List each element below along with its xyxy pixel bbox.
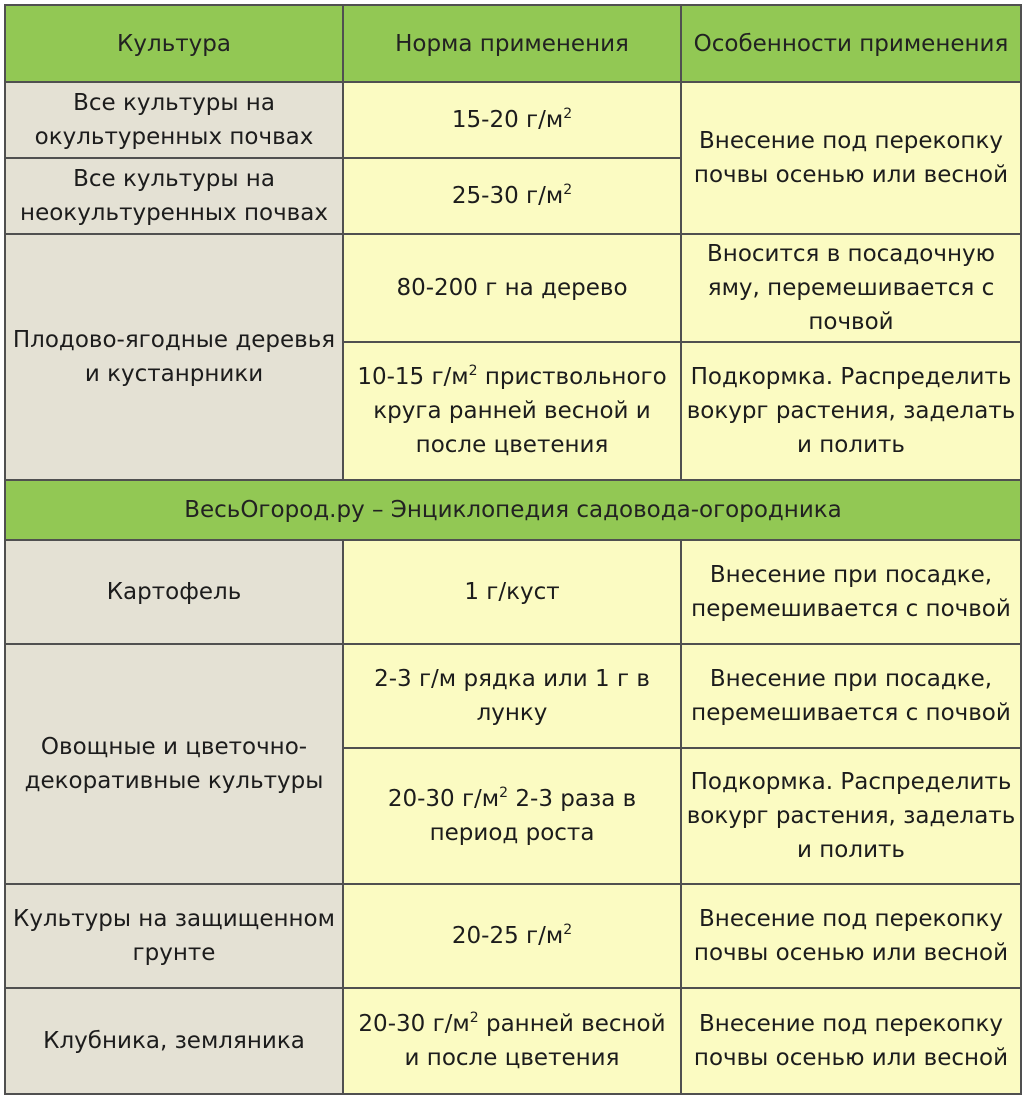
crop-cell: Овощные и цветочно-декоративные культуры <box>5 644 343 884</box>
table-header-row <box>5 5 1021 82</box>
table-row <box>5 884 1021 988</box>
notes-cell: Внесение при посадке, перемешивается с почвой <box>681 540 1021 644</box>
rate-cell: 20-30 $г/м^2$ ранней весной и после цветения <box>343 988 681 1094</box>
notes-cell: Внесение под перекопку почвы осенью или весной <box>681 988 1021 1094</box>
rate-cell: 1 г/куст <box>343 540 681 644</box>
banner-row <box>5 480 1021 540</box>
notes-cell: Внесение при посадке, перемешивается с почвой <box>681 644 1021 748</box>
table-row <box>5 82 1021 158</box>
header-rate: Норма применения <box>343 5 681 82</box>
crop-cell: Все культуры на неокультуренных почвах <box>5 158 343 234</box>
crop-cell: Культуры на защищенном грунте <box>5 884 343 988</box>
table-row <box>5 988 1021 1094</box>
rate-cell: 20-25 $г/м^2$ <box>343 884 681 988</box>
table-row <box>5 540 1021 644</box>
rate-cell: 80-200 г на дерево <box>343 234 681 342</box>
notes-cell: Подкормка. Распределить вокург растения, заделать и полить <box>681 748 1021 884</box>
rate-cell: 2-3 г/м рядка или 1 г в лунку <box>343 644 681 748</box>
notes-cell: Подкормка. Распределить вокург растения, заделать и полить <box>681 342 1021 480</box>
notes-cell: Вносится в посадочную яму, перемешивается с почвой <box>681 234 1021 342</box>
crop-cell: Картофель <box>5 540 343 644</box>
notes-cell: Внесение под перекопку почвы осенью или весной <box>681 884 1021 988</box>
notes-cell: Внесение под перекопку почвы осенью или весной <box>681 82 1021 234</box>
fertilizer-application-table <box>4 4 1022 1095</box>
table-row <box>5 234 1021 342</box>
rate-cell: 10-15 $г/м^2$ приствольного круга ранней весной и после цветения <box>343 342 681 480</box>
header-notes: Особенности применения <box>681 5 1021 82</box>
site-banner: ВесьОгород.ру – Энциклопедия садовода-огородника <box>5 480 1021 540</box>
rate-cell: 25-30 $г/м^2$ <box>343 158 681 234</box>
crop-cell: Все культуры на окультуренных почвах <box>5 82 343 158</box>
rate-cell: 15-20 $г/м^2$ <box>343 82 681 158</box>
crop-cell: Клубника, земляника <box>5 988 343 1094</box>
rate-cell: 20-30 $г/м^2$ 2-3 раза в период роста <box>343 748 681 884</box>
crop-cell: Плодово-ягодные деревья и кустанрники <box>5 234 343 480</box>
table-row <box>5 644 1021 748</box>
header-crop: Культура <box>5 5 343 82</box>
